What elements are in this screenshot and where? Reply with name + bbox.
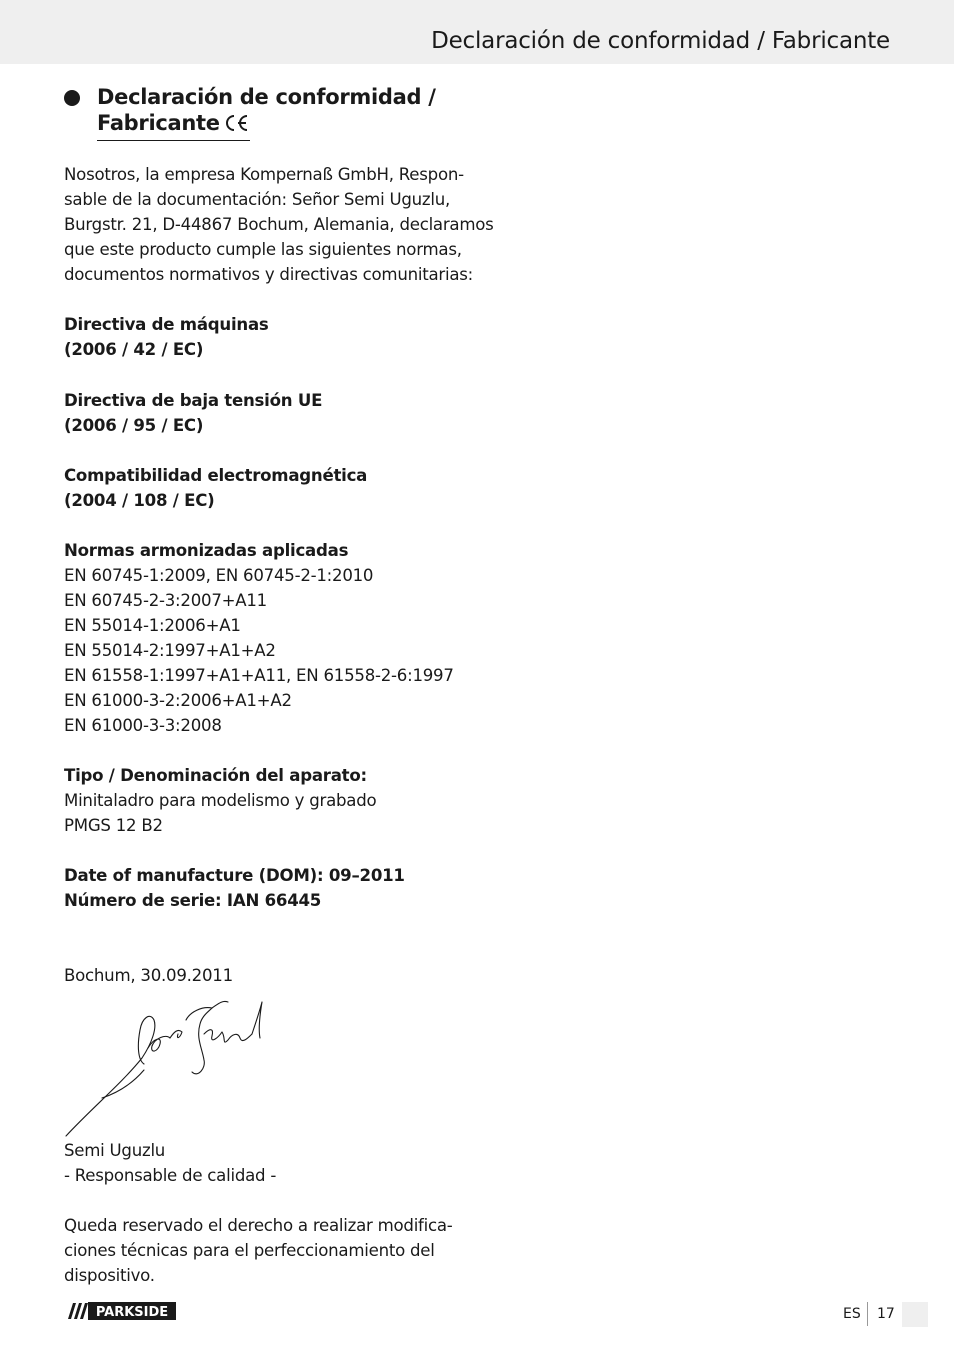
disclaimer-line: ciones técnicas para el perfeccionamiento del: [64, 1241, 435, 1260]
standard-item: EN 61000-3-2:2006+A1+A2: [64, 691, 292, 710]
standards-block: [64, 538, 484, 738]
standard-item: EN 55014-1:2006+A1: [64, 616, 241, 635]
directive-number: (2006 / 95 / EC): [64, 416, 204, 435]
directive-machines: [64, 312, 484, 362]
disclaimer-paragraph: [64, 1213, 484, 1288]
intro-line: Burgstr. 21, D-44867 Bochum, Alemania, declaramos: [64, 215, 494, 234]
device-name: Minitaladro para modelismo y grabado: [64, 791, 377, 810]
device-block: [64, 763, 484, 838]
device-heading: Tipo / Denominación del aparato:: [64, 766, 367, 785]
standard-item: EN 61558-1:1997+A1+A11, EN 61558-2-6:1997: [64, 666, 454, 685]
directive-name: Directiva de baja tensión UE: [64, 391, 323, 410]
manufacture-date: Date of manufacture (DOM): 09–2011: [64, 866, 405, 885]
section-heading-line2: [97, 110, 250, 141]
page-header-title: Declaración de conformidad / Fabricante: [431, 28, 890, 54]
signer-block: [64, 1138, 484, 1188]
standards-heading: Normas armonizadas aplicadas: [64, 541, 349, 560]
section-heading: [97, 84, 436, 141]
intro-line: documentos normativos y directivas comunitarias:: [64, 265, 473, 284]
standard-item: EN 60745-1:2009, EN 60745-2-1:2010: [64, 566, 374, 585]
section-bullet: [64, 90, 80, 106]
directive-number: (2004 / 108 / EC): [64, 491, 215, 510]
intro-line: que este producto cumple las siguientes normas,: [64, 240, 462, 259]
header-band: [0, 0, 954, 64]
standard-item: EN 61000-3-3:2008: [64, 716, 222, 735]
brand-text: PARKSIDE: [95, 1305, 169, 1320]
parkside-logo: [64, 1302, 176, 1324]
intro-paragraph: [64, 162, 494, 287]
standard-item: EN 55014-2:1997+A1+A2: [64, 641, 276, 660]
disclaimer-line: Queda reservado el derecho a realizar modifica-: [64, 1216, 453, 1235]
directive-number: (2006 / 42 / EC): [64, 340, 204, 359]
place-date: [64, 963, 484, 988]
ce-mark-icon: [224, 113, 250, 139]
signer-role: - Responsable de calidad -: [64, 1166, 277, 1185]
page-number: 17: [877, 1306, 895, 1322]
footer-language: ES: [843, 1306, 861, 1322]
section-heading-fabricante: Fabricante: [97, 111, 220, 135]
directive-name: Compatibilidad electromagnética: [64, 466, 368, 485]
signature-image: [62, 998, 272, 1142]
footer-divider: [867, 1302, 868, 1326]
device-model: PMGS 12 B2: [64, 816, 163, 835]
intro-line: sable de la documentación: Señor Semi Uguzlu,: [64, 190, 451, 209]
manufacture-block: [64, 863, 484, 913]
directive-low-voltage: [64, 388, 484, 438]
disclaimer-line: dispositivo.: [64, 1266, 155, 1285]
section-heading-line1: Declaración de conformidad /: [97, 85, 436, 109]
directive-name: Directiva de máquinas: [64, 315, 269, 334]
directive-emc: [64, 463, 484, 513]
place-date-text: Bochum, 30.09.2011: [64, 966, 233, 985]
intro-line: Nosotros, la empresa Kompernaß GmbH, Respon-: [64, 165, 464, 184]
footer-tab: [902, 1302, 928, 1327]
signer-name: Semi Uguzlu: [64, 1141, 166, 1160]
standard-item: EN 60745-2-3:2007+A11: [64, 591, 267, 610]
serial-number: Número de serie: IAN 66445: [64, 891, 322, 910]
